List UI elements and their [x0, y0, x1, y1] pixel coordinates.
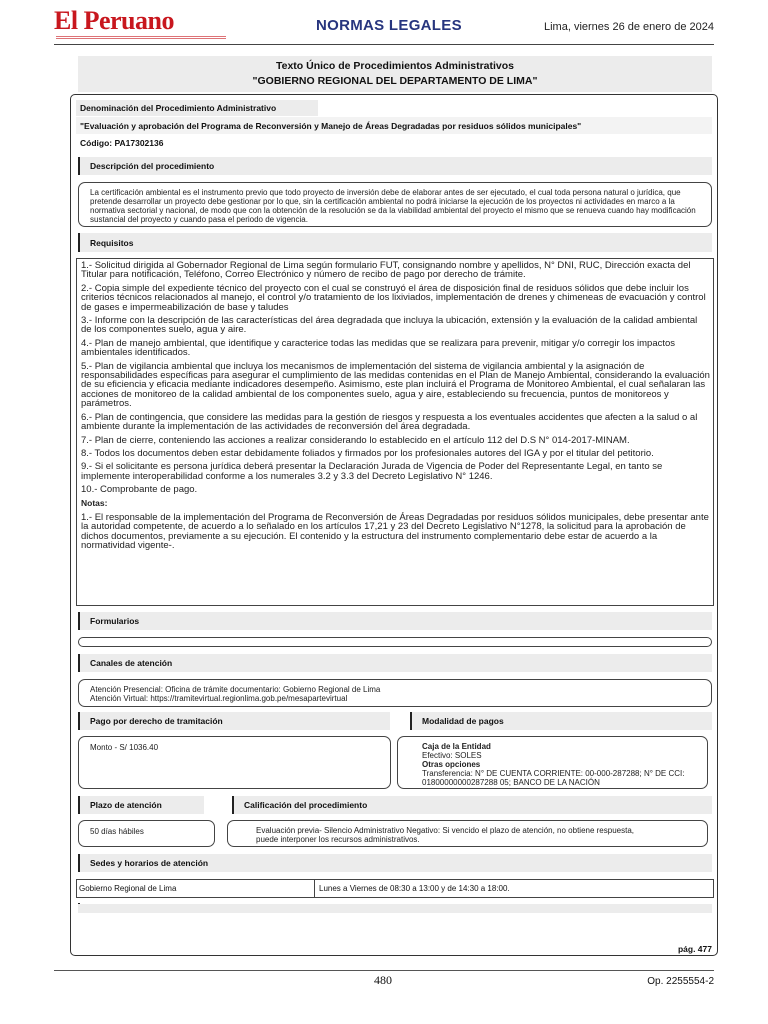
- payment-amount: Monto - S/ 1036.40: [90, 743, 159, 752]
- payment-other-options: Otras opciones: [422, 760, 481, 769]
- notes-heading: Notas:: [81, 497, 108, 508]
- requirement-item: 9.- Si el solicitante es persona jurídica deberá presentar la Declaración Jurada de Vigencia de Poder del Representante Legal, en tanto se implemente interoperabilidad conforme a los numerales 3.2 y 3.3 del Decreto Legislativo N° 1246.: [81, 461, 663, 482]
- payment-amount-box: [78, 736, 391, 789]
- payment-label: Pago por derecho de tramitación: [78, 712, 390, 730]
- requirement-item: 5.- Plan de vigilancia ambiental que incluya los mecanismos de implementación del sistema de vigilancia ambiental y la asignación de responsabilidades específicas para asegurar el cumplimiento de las medidas contenidas en el Plan de Manejo Ambiental, considerando la evaluación de su eficiencia y eficacia mediante indicadores desempeño. Asimismo, este plan incluirá el Programa de Monitoreo Ambiental, el cual señalaran las acciones de monitoreo de la calidad ambiental de los componentes suelo, agua y aire, estableciendo su frecuencia, puntos de monitoreos y parámetros.: [81, 360, 710, 410]
- header-divider: [54, 44, 714, 45]
- description-text: La certificación ambiental es el instrumento previo que todo proyecto de inversión debe de elaborar antes de ser ejecutado, el cual toda persona natural o jurídica, que pretende desarrollar un proyecto debe gestionar por lo que, sin la certificación ambiental no podrá iniciarse la ejecución de los proyectos ni actividades en marco a la normativa sectorial y nacional, de modo que con la obtención de la resolución se da la viabilidad ambiental del proyecto el mismo que se renueva cuando hay modificación sustancial del proyecto y cuando pasa el periodo de vigencia.: [90, 188, 696, 224]
- channels-label: Canales de atención: [78, 654, 712, 672]
- venue-place: Gobierno Regional de Lima: [77, 880, 315, 897]
- venues-label: Sedes y horarios de atención: [78, 854, 712, 872]
- title-line-1: Texto Único de Procedimientos Administrativos: [275, 60, 515, 72]
- description-box: [78, 182, 712, 227]
- channel-presencial: Atención Presencial: Oficina de trámite documentario: Gobierno Regional de Lima: [90, 685, 381, 694]
- channel-virtual: Atención Virtual: https://tramitevirtual.regionlima.gob.pe/mesapartevirtual: [90, 694, 348, 703]
- venue-hours: Lunes a Viernes de 08:30 a 13:00 y de 14:30 a 18:00.: [319, 884, 510, 893]
- requirement-item: 10.- Comprobante de pago.: [81, 484, 198, 496]
- requirement-item: 3.- Informe con la descripción de las características del área degradada que incluya la ubicación, extensión y la evaluación de la calidad ambiental de los componentes suelo, agua y aire.: [81, 315, 698, 336]
- requirement-item: 8.- Todos los documentos deben estar debidamente foliados y firmados por los profesionales autores del IGA y por el titular del petitorio.: [81, 447, 654, 459]
- title-line-2: "GOBIERNO REGIONAL DEL DEPARTAMENTO DE LIMA": [252, 75, 538, 87]
- qualification-text-line-1: Evaluación previa- Silencio Administrativo Negativo: Si vencido el plazo de atención, no obtiene respuesta,: [256, 826, 634, 835]
- masthead: [54, 8, 714, 42]
- operation-number: Op. 2255554-2: [647, 976, 714, 987]
- venue-empty-row: [78, 904, 712, 913]
- section-name: NORMAS LEGALES: [316, 17, 462, 34]
- procedure-name: "Evaluación y aprobación del Programa de Reconversión y Manejo de Áreas Degradadas por residuos sólidos municipales": [76, 117, 712, 134]
- qualification-text-line-2: puede interponer los recursos administrativos.: [256, 835, 420, 844]
- denomination-label: Denominación del Procedimiento Administrativo: [76, 100, 318, 116]
- footer-divider: [54, 970, 714, 971]
- procedure-page-label: pág. 477: [677, 944, 712, 954]
- term-value: 50 días hábiles: [90, 827, 144, 836]
- document-title: [78, 56, 712, 92]
- payment-modality-box: [397, 736, 708, 789]
- channels-box: [78, 679, 712, 707]
- requirement-item: 1.- Solicitud dirigida al Gobernador Regional de Lima según formulario FUT, consignando nombre y apellidos, N° DNI, RUC, Dirección exacta del Titular para notificación, Teléfono, Correo Electrónico y número de recibo de pago por derecho de trámite.: [81, 260, 691, 281]
- requirement-item: 2.- Copia simple del expediente técnico del proyecto con el cual se construyó el área de disposición final de residuos sólidos que debe incluir los criterios técnicos relacionados al manejo, el control y/o tratamiento de los lixiviados, implementación de drenes y chimeneas de evacuación y control de gases e impermeabilización de base y taludes: [81, 282, 706, 313]
- requirement-item: 7.- Plan de cierre, conteniendo las acciones a realizar considerando lo establecido en el artículo 112 del D.S N° 014-2017-MINAM.: [81, 434, 630, 446]
- venue-row: [76, 879, 714, 898]
- requirements-label: Requisitos: [78, 233, 712, 252]
- term-label: Plazo de atención: [78, 796, 204, 814]
- note-item: 1.- El responsable de la implementación del Programa de Reconversión de Áreas Degradadas por residuos sólidos municipales, debe presentar ante la autoridad competente, de acuerdo a lo señalado en los artículos 17,21 y 23 del Decreto Legislativo N°1278, la solicitud para la aprobación de dichos documentos, previamente a su ejecución. El contenido y la estructura del instrumento complementario debe estar de acuerdo a la normatividad vigente-.: [81, 511, 709, 552]
- payment-cashier: Caja de la Entidad: [422, 742, 491, 751]
- qualification-box: [227, 820, 708, 847]
- term-box: [78, 820, 215, 847]
- requirements-box: [76, 258, 714, 606]
- description-label: Descripción del procedimiento: [78, 157, 712, 175]
- requirement-item: 4.- Plan de manejo ambiental, que identifique y caracterice todas las medidas que se realizara para prevenir, mitigar y/o corregir los impactos ambientales identificados.: [81, 337, 676, 359]
- newspaper-logo: El Peruano: [54, 6, 174, 35]
- requirement-item: 6.- Plan de contingencia, que considere las medidas para la gestión de riesgos y respuesta a los eventuales accidentes que afecten a la salud o al ambiente durante la implementación de las actividades de reconversión del área degradada.: [81, 411, 698, 433]
- qualification-label: Calificación del procedimiento: [232, 796, 712, 814]
- payment-modality-label: Modalidad de pagos: [410, 712, 712, 730]
- payment-cash: Efectivo: SOLES: [422, 751, 482, 760]
- payment-transfer: Transferencia: N° DE CUENTA CORRIENTE: 00-000-287288; N° DE CCI: 01800000000287288 05; BANCO DE LA NACIÓN: [422, 769, 685, 787]
- page-number: 480: [374, 973, 392, 987]
- forms-label: Formularios: [78, 612, 712, 630]
- procedure-code: Código: PA17302136: [80, 138, 164, 148]
- logo-underline: [56, 36, 226, 39]
- forms-box: [78, 637, 712, 647]
- issue-date: Lima, viernes 26 de enero de 2024: [543, 21, 714, 33]
